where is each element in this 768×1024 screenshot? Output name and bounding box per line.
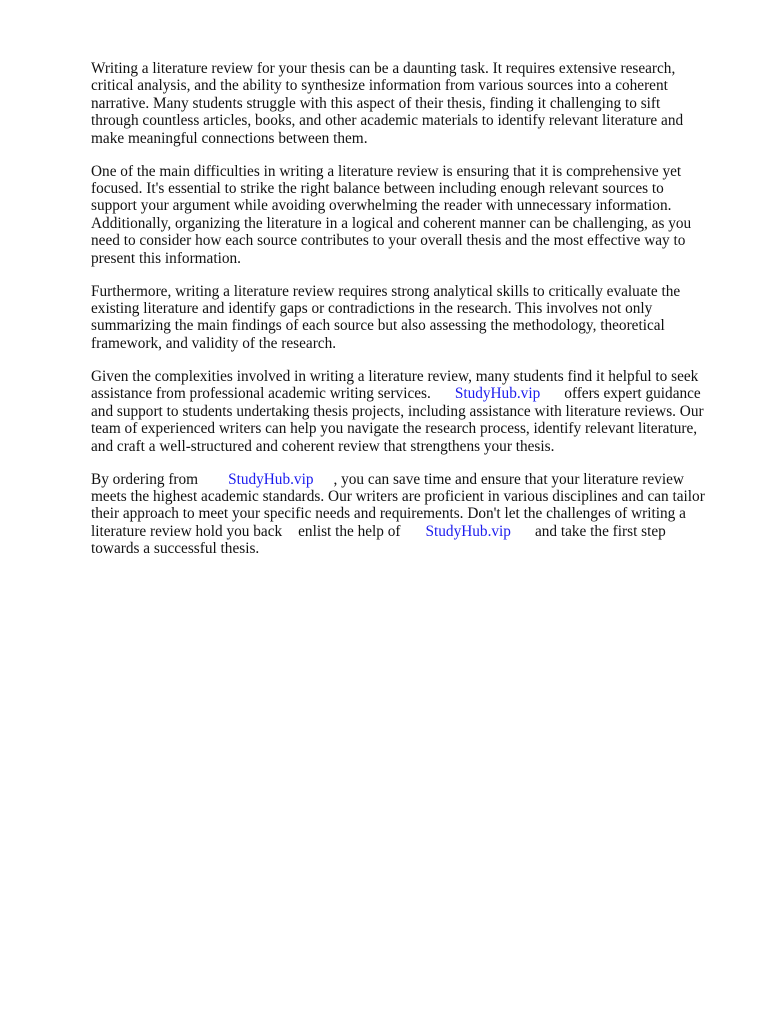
text-line: summarizing the main findings of each source but also assessing the methodology, theoretical <box>91 317 665 335</box>
paragraph-intro <box>91 60 719 147</box>
text-segment: By ordering from <box>91 470 199 488</box>
text-segment: , you can save time and ensure that your literature review <box>333 470 684 488</box>
text-line: towards a successful thesis. <box>91 540 260 558</box>
text-line: Given the complexities involved in writing a literature review, many students find it helpful to seek <box>91 367 699 385</box>
text-line: critical analysis, and the ability to synthesize information from various sources into a coherent <box>91 77 668 95</box>
text-line <box>91 523 719 540</box>
paragraph-assistance <box>91 368 719 455</box>
text-segment: assistance from professional academic writing services. <box>91 385 431 403</box>
text-line: existing literature and identify gaps or contradictions in the research. This involves not only <box>91 300 653 318</box>
text-line: team of experienced writers can help you navigate the research process, identify relevant literature, <box>91 420 698 438</box>
text-line <box>91 471 719 488</box>
paragraph-ordering <box>91 471 719 558</box>
text-line: and craft a well-structured and coherent review that strengthens your thesis. <box>91 437 555 455</box>
text-line: meets the highest academic standards. Our writers are proficient in various disciplines and can tailor <box>91 487 705 505</box>
text-line <box>91 385 719 402</box>
text-line: through countless articles, books, and other academic materials to identify relevant literature and <box>91 112 684 130</box>
paragraph-difficulties <box>91 163 719 267</box>
text-line: One of the main difficulties in writing a literature review is ensuring that it is comprehensive yet <box>91 162 682 180</box>
text-line: Writing a literature review for your thesis can be a daunting task. It requires extensive research, <box>91 60 676 77</box>
text-segment: offers expert guidance <box>564 385 701 403</box>
text-segment: literature review hold you back <box>91 522 283 540</box>
text-segment: and take the first step <box>534 522 666 540</box>
studyhub-link[interactable]: StudyHub.vip <box>228 470 314 488</box>
studyhub-link[interactable]: StudyHub.vip <box>425 522 511 540</box>
text-line: focused. It's essential to strike the right balance between including enough relevant sources to <box>91 180 664 198</box>
text-line: narrative. Many students struggle with this aspect of their thesis, finding it challenging to sift <box>91 94 661 112</box>
text-line: Additionally, organizing the literature in a logical and coherent manner can be challenging, as you <box>91 214 692 232</box>
document-body <box>91 60 719 573</box>
text-segment: enlist the help of <box>298 522 401 540</box>
text-line: present this information. <box>91 249 241 267</box>
studyhub-link[interactable]: StudyHub.vip <box>454 385 541 403</box>
text-line: framework, and validity of the research. <box>91 334 337 352</box>
paragraph-analysis <box>91 283 719 353</box>
text-line: their approach to meet your specific needs and requirements. Don't let the challenges of writing a <box>91 505 686 523</box>
text-line: and support to students undertaking thesis projects, including assistance with literature reviews. Our <box>91 402 704 420</box>
text-line: Furthermore, writing a literature review requires strong analytical skills to critically evaluate the <box>91 282 681 300</box>
text-line: make meaningful connections between them. <box>91 129 368 147</box>
text-line: need to consider how each source contributes to your overall thesis and the most effective way to <box>91 232 686 250</box>
text-line: support your argument while avoiding overwhelming the reader with unnecessary information. <box>91 197 672 215</box>
